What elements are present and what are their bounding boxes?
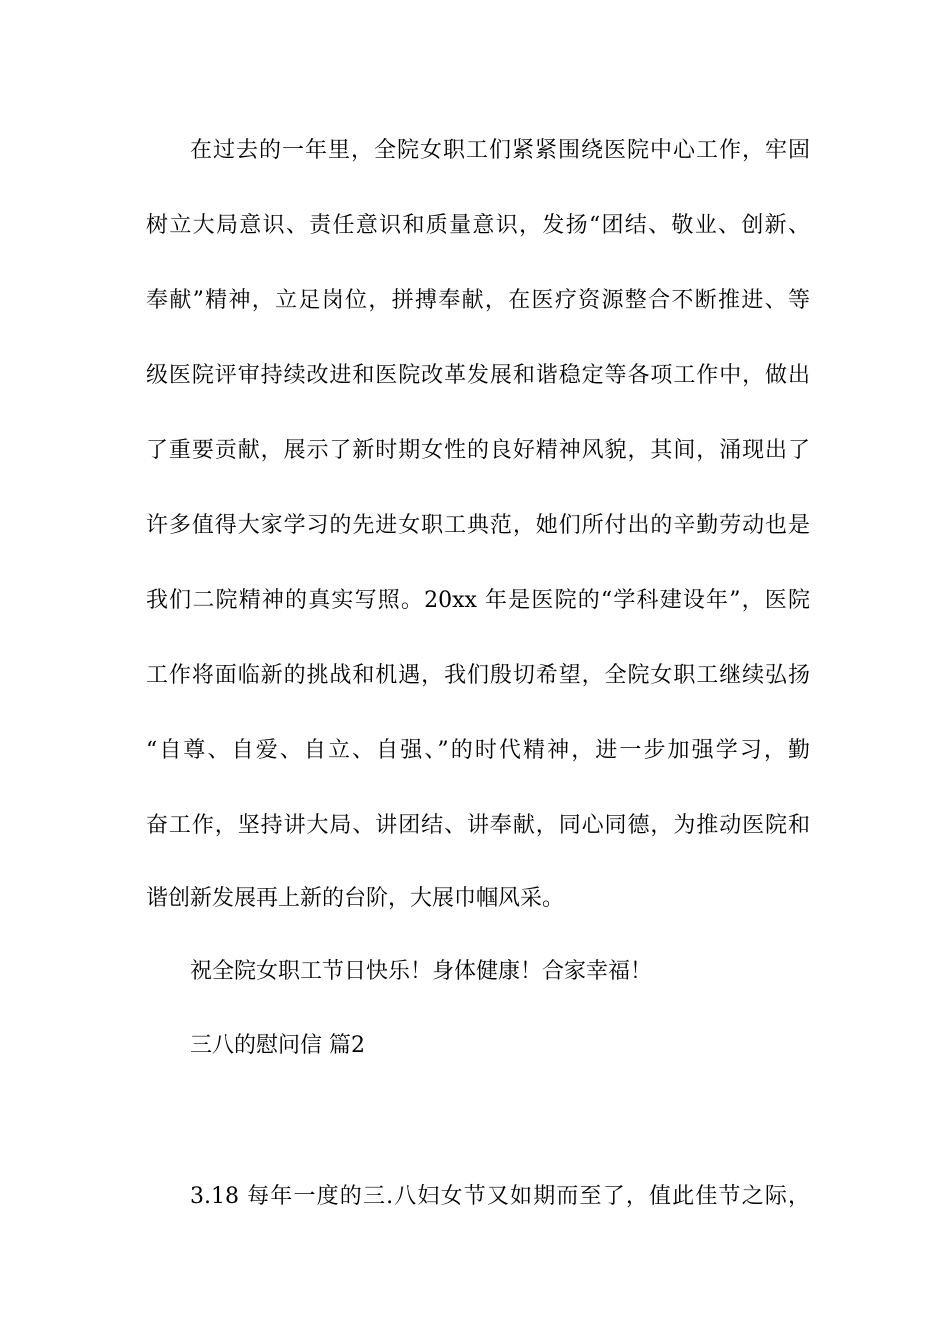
- section-heading: 三八的慰问信 篇2: [190, 1033, 365, 1058]
- paragraph-1-line-4: 级医院评审持续改进和医院改革发展和谐稳定等各项工作中，做出: [146, 363, 810, 388]
- paragraph-1-line-2: 树立大局意识、责任意识和质量意识，发扬“团结、敬业、创新、: [146, 213, 810, 238]
- paragraph-1-line-7: 我们二院精神的真实写照。20xx 年是医院的“学科建设年”，医院: [146, 588, 810, 613]
- paragraph-1-line-1: 在过去的一年里，全院女职工们紧紧围绕医院中心工作，牢固: [190, 138, 810, 163]
- paragraph-1-line-3: 奉献”精神，立足岗位，拼搏奉献，在医疗资源整合不断推进、等: [146, 288, 810, 313]
- paragraph-1-line-8: 工作将面临新的挑战和机遇，我们殷切希望，全院女职工继续弘扬: [146, 663, 810, 688]
- paragraph-1-line-6: 许多值得大家学习的先进女职工典范，她们所付出的辛勤劳动也是: [146, 513, 810, 538]
- greeting-line: 祝全院女职工节日快乐！身体健康！合家幸福！: [190, 959, 653, 984]
- paragraph-1-line-10: 奋工作，坚持讲大局、讲团结、讲奉献，同心同德，为推动医院和: [146, 813, 810, 838]
- paragraph-1-line-11: 谐创新发展再上新的台阶，大展巾帼风采。: [146, 886, 565, 911]
- paragraph-2-line-1: 3.18 每年一度的三.八妇女节又如期而至了，值此佳节之际，: [190, 1184, 810, 1209]
- paragraph-1-line-9: “自尊、自爱、自立、自强、”的时代精神，进一步加强学习，勤: [146, 738, 810, 763]
- paragraph-1-line-5: 了重要贡献，展示了新时期女性的良好精神风貌，其间，涌现出了: [146, 438, 810, 463]
